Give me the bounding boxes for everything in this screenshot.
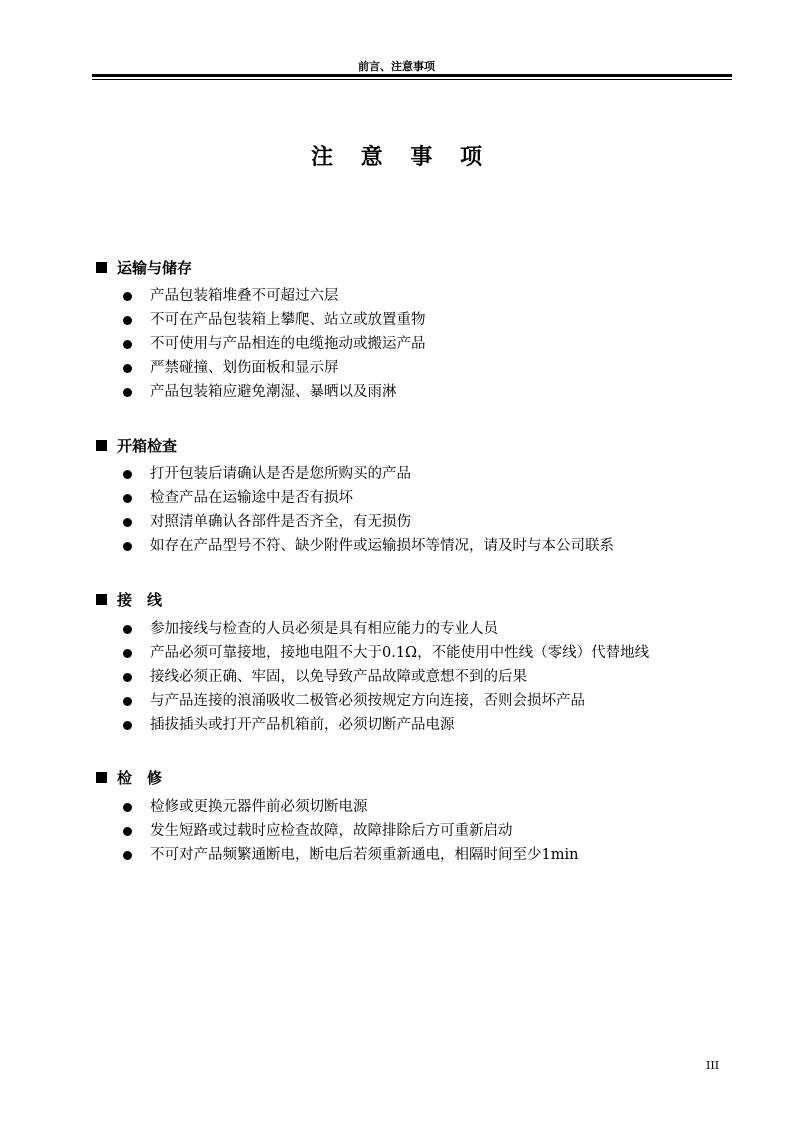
- page-number: III: [706, 1059, 720, 1072]
- bullet-icon: [123, 851, 132, 860]
- bullet-icon: [123, 364, 132, 373]
- bullet-icon: [123, 494, 132, 503]
- bullet-icon: [123, 721, 132, 730]
- header-rule-thick: [92, 74, 732, 77]
- square-bullet-icon: [96, 262, 107, 273]
- section-heading-label: 检 修: [117, 769, 163, 787]
- square-bullet-icon: [96, 772, 107, 783]
- bullet-icon: [123, 827, 132, 836]
- section-heading-wiring: [96, 589, 162, 610]
- bullet-icon: [123, 470, 132, 479]
- section-heading-label: 运输与储存: [117, 259, 193, 277]
- section-heading-unpacking: [96, 435, 177, 456]
- bullet-icon: [123, 649, 132, 658]
- bullet-icon: [123, 542, 132, 551]
- section-heading-label: 开箱检查: [117, 437, 178, 455]
- section-heading-label: 接 线: [117, 591, 163, 609]
- square-bullet-icon: [96, 440, 107, 451]
- bullet-icon: [123, 316, 132, 325]
- bullet-icon: [123, 518, 132, 527]
- header-rule-thin: [92, 79, 732, 80]
- square-bullet-icon: [96, 594, 107, 605]
- bullet-icon: [123, 803, 132, 812]
- running-header: 前言、注意事项: [358, 60, 435, 73]
- bullet-icon: [123, 673, 132, 682]
- bullet-icon: [123, 388, 132, 397]
- section-heading-maintenance: [96, 767, 162, 788]
- bullet-icon: [123, 697, 132, 706]
- bullet-icon: [123, 625, 132, 634]
- bullet-icon: [123, 292, 132, 301]
- bullet-icon: [123, 340, 132, 349]
- section-heading-transport: [96, 257, 192, 278]
- page-title: 注 意 事 项: [311, 145, 492, 170]
